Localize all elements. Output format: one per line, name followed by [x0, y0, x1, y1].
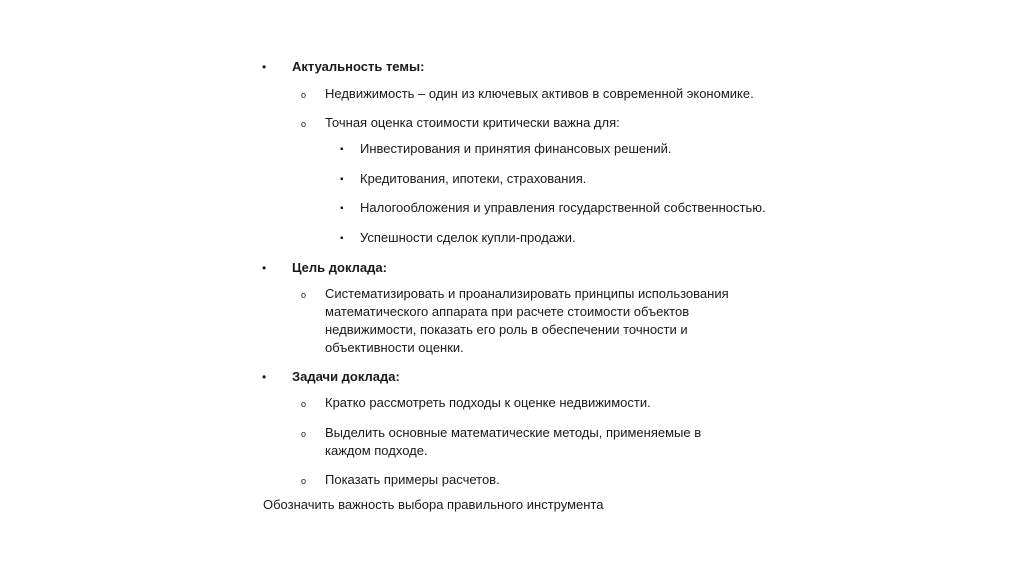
list-item: Выделить основные математические методы, применяемые в каждом подходе.: [325, 425, 702, 458]
list-item: Недвижимость – один из ключевых активов в современной экономике.: [325, 86, 754, 101]
bullet-level3: ▪: [340, 174, 344, 185]
list-item: Кратко рассмотреть подходы к оценке недвижимости.: [325, 395, 651, 410]
bullet-level2: o: [301, 399, 307, 409]
bullet-level2: o: [301, 476, 307, 486]
sub-list-item: Кредитования, ипотеки, страхования.: [360, 171, 587, 186]
bullet-level2: o: [301, 290, 307, 300]
bullet-level2: o: [301, 119, 307, 129]
bullet-level1: •: [262, 261, 267, 275]
bullet-level1: •: [262, 370, 267, 384]
bullet-level1: •: [262, 60, 267, 74]
sub-list-item: Налогообложения и управления государственной собственностью.: [360, 200, 766, 215]
section-heading-goal: Цель доклада:: [292, 260, 387, 275]
bullet-level2: o: [301, 429, 307, 439]
list-item: Систематизировать и проанализировать принципы использования математического аппарата при расчете стоимости объектов недвижимости, показать его роль в обеспечении точности и объективности оценки.: [325, 286, 729, 355]
bullet-level3: ▪: [340, 233, 344, 244]
section-heading-relevance: Актуальность темы:: [292, 59, 425, 74]
sub-list-item: Инвестирования и принятия финансовых решений.: [360, 141, 672, 156]
list-item: Точная оценка стоимости критически важна для:: [325, 115, 620, 130]
list-item: Показать примеры расчетов.: [325, 472, 500, 487]
bullet-level2: o: [301, 90, 307, 100]
sub-list-item: Успешности сделок купли-продажи.: [360, 230, 576, 245]
bullet-level3: ▪: [340, 144, 344, 155]
bullet-level3: ▪: [340, 203, 344, 214]
footer-text: Обозначить важность выбора правильного инструмента: [263, 497, 604, 512]
section-heading-tasks: Задачи доклада:: [292, 369, 400, 384]
